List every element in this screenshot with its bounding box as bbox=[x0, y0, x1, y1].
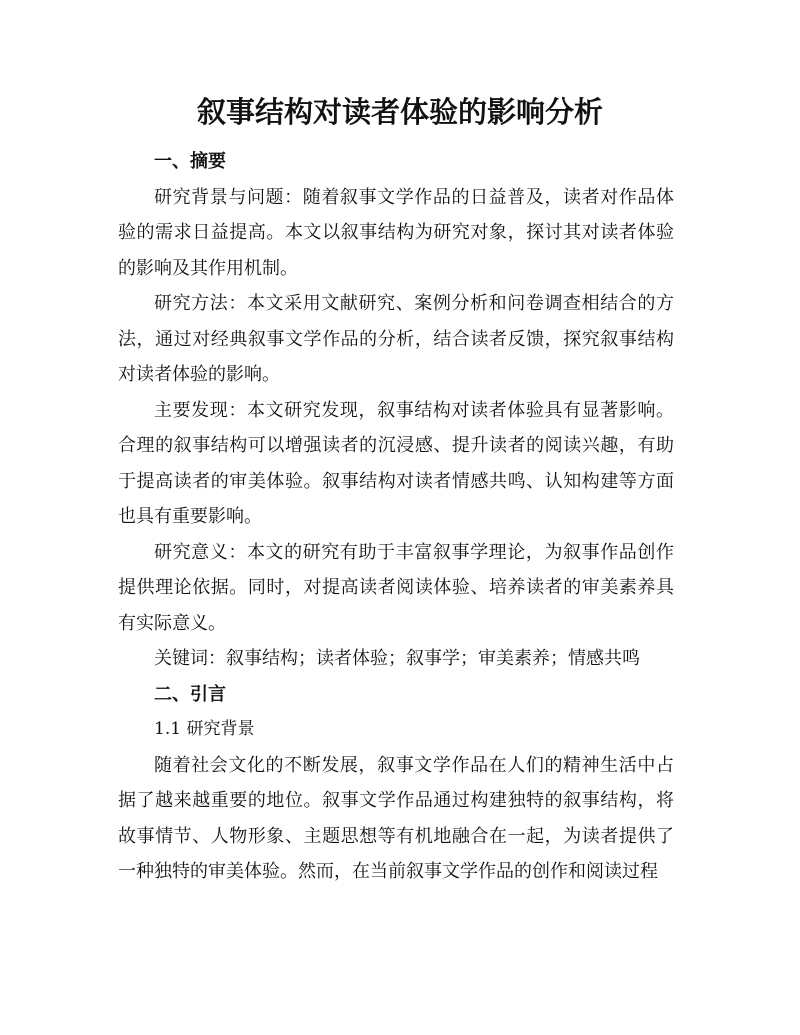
section-heading-abstract: 一、摘要 bbox=[154, 151, 226, 172]
abstract-significance-paragraph: 研究意义：本文的研究有助于丰富叙事学理论，为叙事作品创作提供理论依据。同时，对提高读者阅读体验、培养读者的审美素养具有实际意义。 bbox=[118, 541, 674, 634]
abstract-method-paragraph: 研究方法：本文采用文献研究、案例分析和问卷调查相结合的方法，通过对经典叙事文学作品的分析，结合读者反馈，探究叙事结构对读者体验的影响。 bbox=[118, 293, 674, 385]
abstract-background-paragraph: 研究背景与问题：随着叙事文学作品的日益普及，读者对作品体验的需求日益提高。本文以叙事结构为研究对象，探讨其对读者体验的影响及其作用机制。 bbox=[118, 186, 674, 279]
abstract-findings-paragraph: 主要发现：本文研究发现，叙事结构对读者体验具有显著影响。合理的叙事结构可以增强读者的沉浸感、提升读者的阅读兴趣，有助于提高读者的审美体验。叙事结构对读者情感共鸣、认知构建等方面也具有重要影响。 bbox=[118, 399, 674, 527]
document-title: 叙事结构对读者体验的影响分析 bbox=[196, 95, 603, 129]
document-body bbox=[118, 144, 674, 890]
introduction-paragraph: 随着社会文化的不断发展，叙事文学作品在人们的精神生活中占据了越来越重要的地位。叙事文学作品通过构建独特的叙事结构，将故事情节、人物形象、主题思想等有机地融合在一起，为读者提供了一种独特的审美体验。然而，在当前叙事文学作品的创作和阅读过程 bbox=[118, 754, 674, 882]
subsection-heading-background: 1.1 研究背景 bbox=[154, 719, 255, 739]
keywords-line: 关键词：叙事结构；读者体验；叙事学；审美素养；情感共鸣 bbox=[154, 648, 640, 669]
section-heading-introduction: 二、引言 bbox=[154, 683, 226, 705]
